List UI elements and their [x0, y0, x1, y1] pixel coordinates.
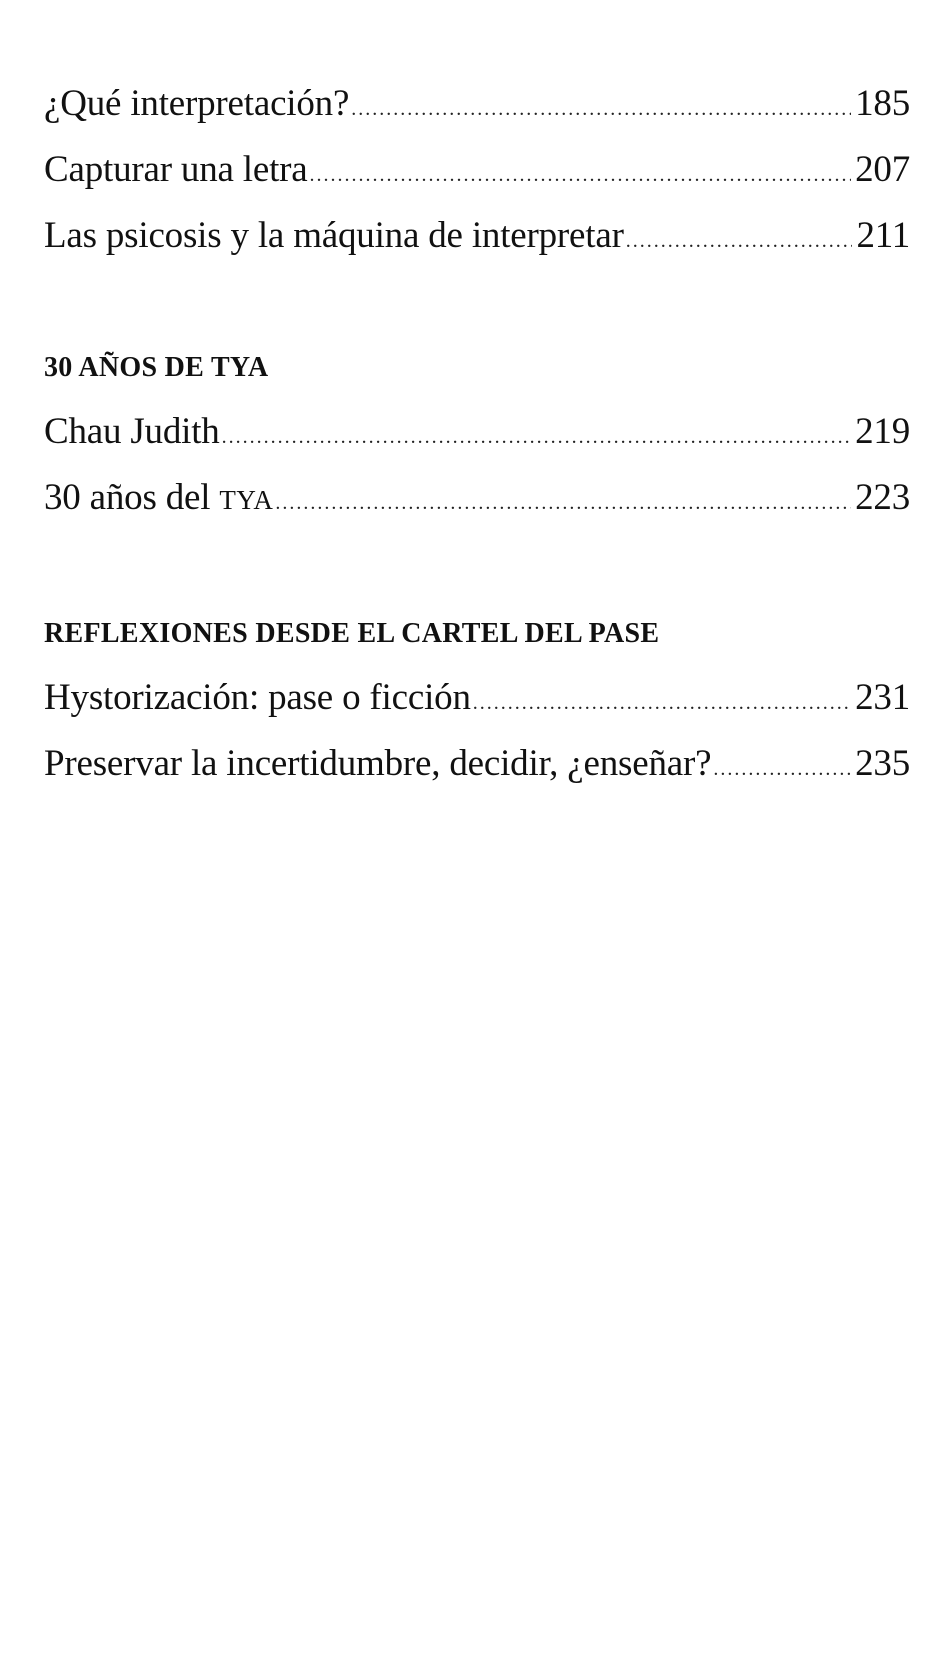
dot-leader: [275, 475, 851, 531]
dot-leader: [351, 81, 851, 137]
table-of-contents-page: [44, 0, 910, 1672]
toc-entry-page: 207: [855, 149, 910, 190]
section-heading: 30 AÑOS DE TYA: [44, 352, 269, 383]
toc-entry-page: 223: [855, 477, 910, 518]
toc-entry-page: 219: [855, 411, 910, 452]
toc-entry-title-smallcaps: TYA: [219, 485, 274, 515]
toc-entry: [44, 670, 910, 726]
dot-leader: [626, 213, 853, 269]
toc-entry: [44, 404, 910, 460]
dot-leader: [473, 675, 851, 731]
section-heading: REFLEXIONES DESDE EL CARTEL DEL PASE: [44, 618, 660, 649]
toc-entry-page: 235: [855, 743, 910, 784]
toc-entry: [44, 76, 910, 132]
toc-entry-title: Hystorización: pase o ficción: [44, 677, 471, 718]
dot-leader: [222, 409, 851, 465]
toc-entry-title: ¿Qué interpretación?: [44, 83, 350, 124]
dot-leader: [713, 741, 851, 797]
toc-entry-page: 185: [855, 83, 910, 124]
toc-entry-title: Preservar la incertidumbre, decidir, ¿enseñar?: [44, 743, 712, 784]
toc-entry-title: Las psicosis y la máquina de interpretar: [44, 215, 624, 256]
toc-entry: [44, 736, 910, 792]
toc-entry-title: Chau Judith: [44, 411, 220, 452]
toc-entry-title: Capturar una letra: [44, 149, 308, 190]
toc-entry-title: [44, 470, 273, 528]
dot-leader: [310, 147, 852, 203]
toc-entry-page: 211: [856, 215, 910, 256]
toc-entry-title-prefix: 30 años del: [44, 477, 220, 518]
toc-entry: [44, 470, 910, 526]
toc-entry-page: 231: [855, 677, 910, 718]
toc-entry: [44, 142, 910, 198]
toc-entry: [44, 208, 910, 264]
